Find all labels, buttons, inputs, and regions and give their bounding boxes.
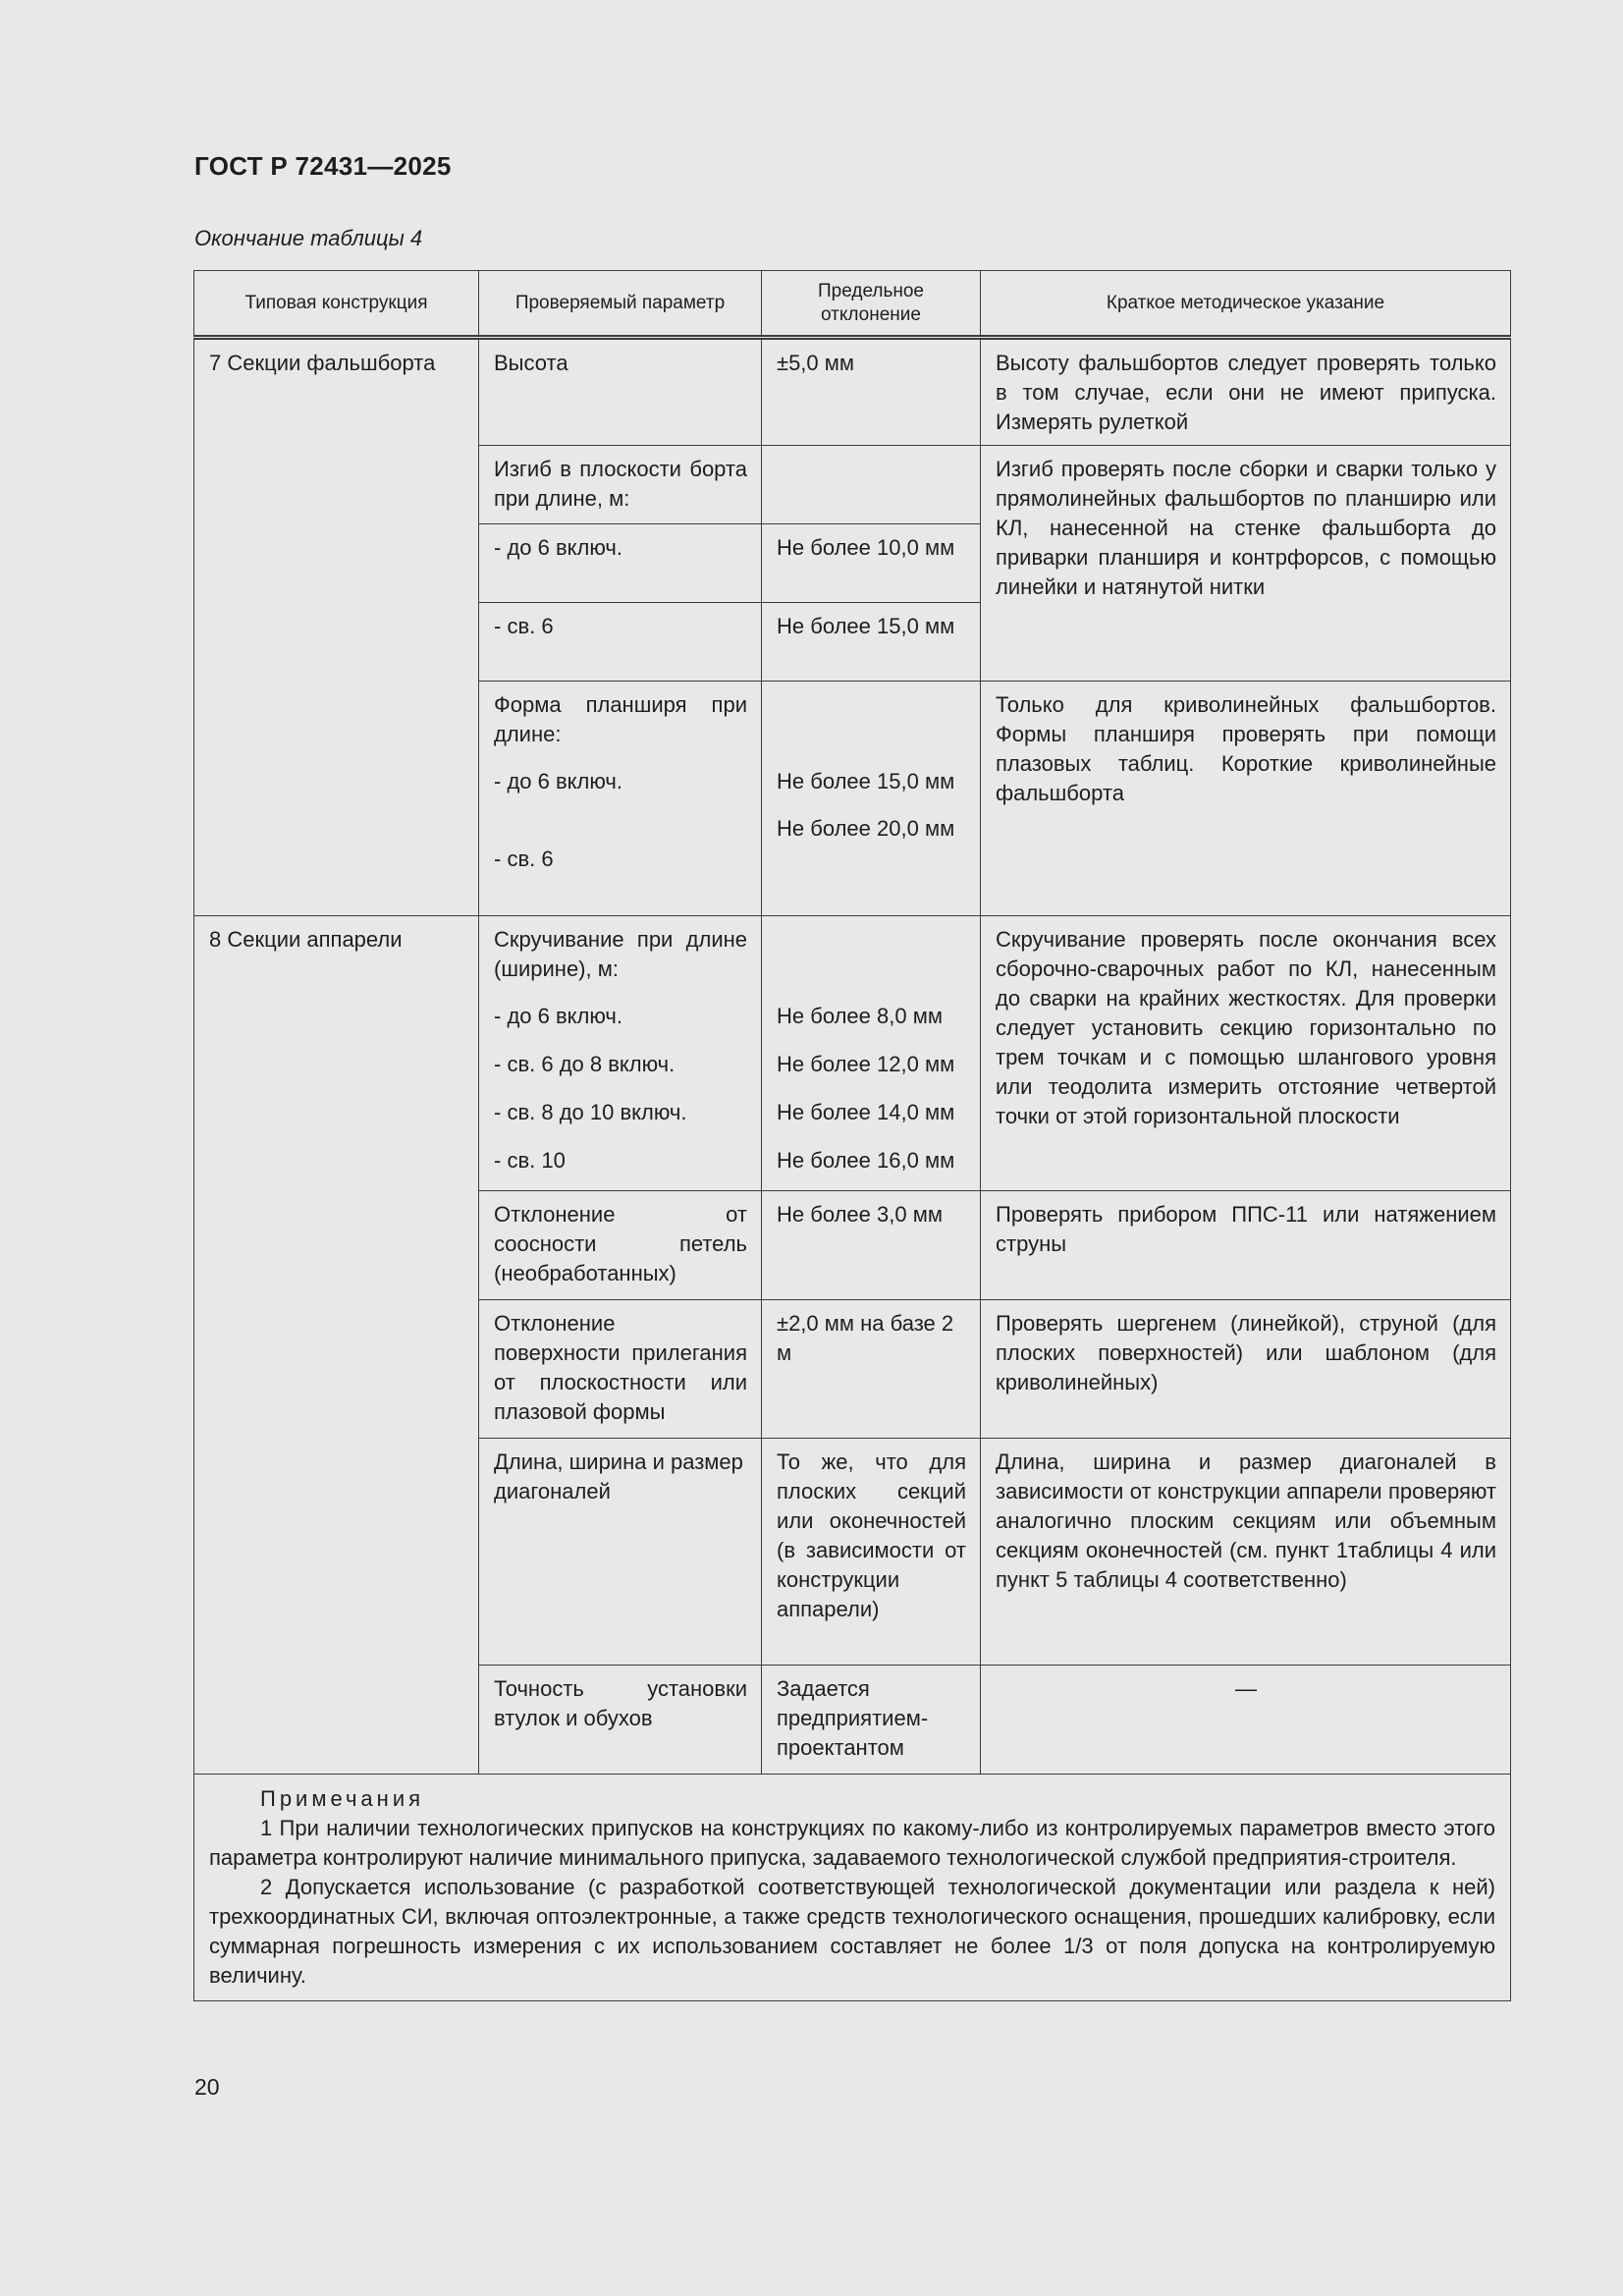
deviation-value: Не более 20,0 мм xyxy=(777,816,955,841)
param-cell xyxy=(479,1191,762,1300)
param-cell xyxy=(479,1439,762,1666)
method-note-cell xyxy=(981,446,1511,682)
construction-cell-7 xyxy=(194,338,479,916)
param-sub: - св. 6 до 8 включ. xyxy=(494,1052,676,1076)
method-note: — xyxy=(1235,1676,1257,1701)
method-note: Только для криволинейных фальшбортов. Формы планширя проверять при помощи плазовых таблиц. Короткие криволинейные фальшборта xyxy=(996,692,1496,805)
deviation-cell xyxy=(762,1439,981,1666)
deviation-cell xyxy=(762,603,981,682)
param-cell xyxy=(479,524,762,603)
param-label: - до 6 включ. xyxy=(494,535,622,560)
deviation-cell xyxy=(762,682,981,916)
table-row xyxy=(194,916,1511,1191)
note-2: 2 Допускается использование (с разработкой соответствующей технологической документации или раздела к ней) трехкоординатных СИ, включая оптоэлектронные, а также средств технологического оснащения, прошедших калибровку, если суммарная погрешность измерения с их использованием составляет не более 1/3 от поля допуска на контролируемую величину. xyxy=(209,1875,1495,1988)
deviation-value: Не более 12,0 мм xyxy=(777,1052,955,1076)
param-sub: - св. 8 до 10 включ. xyxy=(494,1100,687,1124)
param-label: Форма планширя при длине: xyxy=(494,692,747,746)
param-cell xyxy=(479,446,762,524)
method-note: Высоту фальшбортов следует проверять только в том случае, если они не имеют припуска. Измерять рулеткой xyxy=(996,351,1496,434)
param-sub: - св. 10 xyxy=(494,1148,566,1173)
deviation-cell xyxy=(762,338,981,446)
method-note-cell xyxy=(981,916,1511,1191)
deviation-value: Не более 14,0 мм xyxy=(777,1100,955,1124)
notes-row xyxy=(194,1775,1511,2001)
col-header-deviation: Предельное отклонение xyxy=(762,271,981,338)
table-row xyxy=(194,338,1511,446)
param-cell xyxy=(479,1300,762,1439)
method-note: Проверять шергенем (линейкой), струной (для плоских поверхностей) или шаблоном (для криволинейных) xyxy=(996,1311,1496,1394)
method-note-cell xyxy=(981,1439,1511,1666)
deviation-value: Задается предприятием-проектантом xyxy=(777,1676,929,1760)
notes-title: Примечания xyxy=(260,1786,425,1811)
deviation-value: Не более 15,0 мм xyxy=(777,769,955,793)
deviation-value: Не более 15,0 мм xyxy=(777,614,955,638)
construction-label: 8 Секции аппарели xyxy=(209,927,403,952)
deviation-cell xyxy=(762,1191,981,1300)
deviation-cell xyxy=(762,524,981,603)
param-cell xyxy=(479,682,762,916)
note-1: 1 При наличии технологических припусков на конструкциях по какому-либо из контролируемых параметров вместо этого параметра контролируют наличие минимального припуска, задаваемого технологической службой предприятия-строителя. xyxy=(209,1816,1495,1870)
standard-id: ГОСТ Р 72431—2025 xyxy=(194,151,452,181)
param-label: - св. 6 xyxy=(494,614,554,638)
method-note: Длина, ширина и размер диагоналей в зависимости от конструкции аппарели проверяют аналогично плоским секциям или объемным секциям оконечностей (см. пункт 1таблицы 4 или пункт 5 таблицы 4 соответственно) xyxy=(996,1449,1496,1592)
page-number: 20 xyxy=(194,2074,220,2100)
deviation-value: ±5,0 мм xyxy=(777,351,855,375)
method-note-cell xyxy=(981,1191,1511,1300)
deviation-cell xyxy=(762,1666,981,1775)
method-note-cell xyxy=(981,1300,1511,1439)
method-note: Скручивание проверять после окончания всех сборочно-сварочных работ по КЛ, нанесенным до сварки на крайних жесткостях. Для проверки следует установить секцию горизонтально по трем точкам и с помощью шлангового уровня или теодолита измерить отстояние четвертой точки от этой горизонтальной плоскости xyxy=(996,927,1496,1128)
construction-label: 7 Секции фальшборта xyxy=(209,351,436,375)
deviation-value: Не более 10,0 мм xyxy=(777,535,955,560)
param-label: Точность установки втулок и обухов xyxy=(494,1676,747,1730)
table-header-row xyxy=(194,271,1511,338)
param-cell xyxy=(479,916,762,1191)
deviation-value: ±2,0 мм на базе 2 м xyxy=(777,1311,954,1365)
deviation-value: То же, что для плоских секций или оконечностей (в зависимости от конструкции аппарели) xyxy=(777,1449,966,1621)
table-caption: Окончание таблицы 4 xyxy=(194,226,423,250)
param-label: Высота xyxy=(494,351,568,375)
param-label: Отклонение от соосности петель (необработанных) xyxy=(494,1202,747,1285)
col-header-construction: Типовая конструкция xyxy=(194,271,479,338)
construction-cell-8 xyxy=(194,916,479,1775)
requirements-table xyxy=(193,270,1511,2001)
deviation-cell xyxy=(762,916,981,1191)
notes-cell xyxy=(194,1775,1511,2001)
deviation-value: Не более 16,0 мм xyxy=(777,1148,955,1173)
param-cell xyxy=(479,338,762,446)
param-sub: - до 6 включ. xyxy=(494,769,622,793)
method-note-cell xyxy=(981,338,1511,446)
param-cell xyxy=(479,1666,762,1775)
method-note-cell xyxy=(981,682,1511,916)
param-label: Изгиб в плоскости борта при длине, м: xyxy=(494,457,747,511)
deviation-cell xyxy=(762,446,981,524)
table-4-end xyxy=(193,270,1510,2001)
method-note: Изгиб проверять после сборки и сварки только у прямолинейных фальшбортов по планширю или КЛ, нанесенной на стенке фальшборта до приварки планширя и контрфорсов, с помощью линейки и натянутой нитки xyxy=(996,457,1496,599)
param-label: Длина, ширина и размер диагоналей xyxy=(494,1449,743,1503)
method-note-cell xyxy=(981,1666,1511,1775)
param-sub: - св. 6 xyxy=(494,847,554,871)
param-label: Скручивание при длине (ширине), м: xyxy=(494,927,747,981)
col-header-parameter: Проверяемый параметр xyxy=(479,271,762,338)
col-header-method-note: Краткое методическое указание xyxy=(981,271,1511,338)
param-cell xyxy=(479,603,762,682)
param-label: Отклонение поверхности прилегания от плоскостности или плазовой формы xyxy=(494,1311,747,1424)
method-note: Проверять прибором ППС-11 или натяжением струны xyxy=(996,1202,1496,1256)
deviation-value: Не более 3,0 мм xyxy=(777,1202,943,1227)
deviation-value: Не более 8,0 мм xyxy=(777,1004,943,1028)
deviation-cell xyxy=(762,1300,981,1439)
param-sub: - до 6 включ. xyxy=(494,1004,622,1028)
